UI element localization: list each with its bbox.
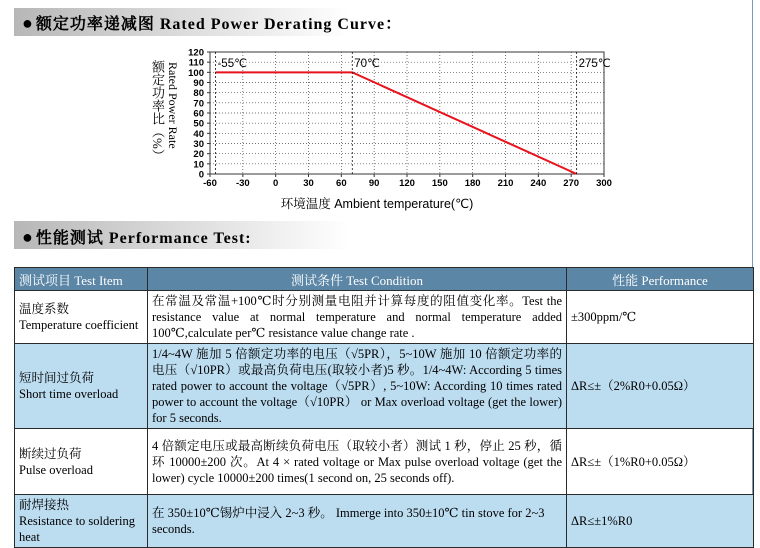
- derating-chart: [140, 40, 620, 215]
- x-tick-label: 60: [336, 178, 347, 189]
- chart-grid: [210, 52, 604, 174]
- derating-section-title: [22, 11, 402, 34]
- x-tick-label: 210: [497, 178, 514, 189]
- temperature-marker-label: 70℃: [354, 58, 380, 70]
- x-tick-label: 30: [303, 178, 314, 189]
- item-en: Short time overload: [19, 387, 119, 401]
- condition-cell: 在常温及常温+100℃时分别测量电阻并计算每度的阻值变化率。Test the resistance value at normal temperature and normal temperature added 100℃,calculate per℃ resistance value change rate .: [148, 291, 567, 344]
- item-cn: 断续过负荷: [19, 446, 82, 461]
- y-tick-label: 80: [193, 88, 204, 100]
- x-tick-label: 270: [563, 178, 580, 189]
- y-tick-label: 20: [193, 149, 204, 161]
- item-cn: 耐焊接热: [19, 498, 70, 512]
- x-tick-label: 90: [368, 178, 380, 189]
- test-item-cell: [15, 429, 148, 495]
- test-item-cell: [15, 495, 148, 548]
- table-row: [15, 429, 754, 495]
- x-tick-label: 180: [464, 178, 481, 189]
- x-tick-label: -30: [235, 178, 250, 189]
- item-en: Temperature coefficient: [19, 318, 139, 332]
- header-performance: 性能 Performance: [567, 268, 754, 291]
- temperature-marker-label: -55℃: [217, 58, 248, 70]
- chart-ticks: [188, 48, 612, 190]
- header-test-condition: 测试条件 Test Condition: [148, 268, 567, 291]
- performance-cell: ±300ppm/℃: [567, 291, 754, 344]
- performance-section-title: [22, 225, 252, 248]
- y-tick-label: 100: [188, 67, 204, 79]
- x-tick-label: 0: [273, 178, 279, 189]
- y-tick-label: 40: [193, 128, 204, 140]
- chart-xlabel: 环境温度 Ambient temperature(℃): [280, 197, 474, 211]
- test-item-cell: [15, 344, 148, 429]
- condition-cell: 1/4~4W 施加 5 倍额定功率的电压（√5PR），5~10W 施加 10 倍额定功率的电压（√10PR）或最高负荷电压(取较小者)5 秒。1/4~4W: According 5 times rated power to account the voltage（√5PR）, 5~10W: According 10 times rated power to account the voltage（√10PR） or Max overload voltage (get the lower) for 5 seconds.: [148, 344, 567, 429]
- temperature-marker-label: 275℃: [578, 58, 611, 70]
- performance-table: [14, 267, 754, 548]
- table-row: [15, 344, 754, 429]
- item-en: Resistance to soldering heat: [19, 514, 135, 544]
- header-test-item: 测试项目 Test Item: [15, 268, 148, 291]
- y-tick-label: 90: [193, 78, 204, 89]
- x-tick-label: 300: [596, 178, 612, 189]
- table-row: [15, 291, 754, 344]
- performance-cell: ΔR≤±（1%R0+0.05Ω）: [567, 429, 754, 495]
- chart-ylabel-en: Rated Power Rate: [166, 62, 180, 149]
- test-item-cell: [15, 291, 148, 344]
- table-header-row: [15, 268, 754, 291]
- chart-markers: [215, 52, 610, 174]
- y-tick-label: 70: [193, 98, 204, 110]
- bullet-icon: ●: [22, 227, 34, 247]
- item-cn: 短时间过负荷: [19, 371, 95, 385]
- y-tick-label: 0: [198, 169, 204, 181]
- performance-title-text: 性能测试 Performance Test:: [35, 230, 252, 247]
- bullet-icon: ●: [22, 13, 34, 33]
- condition-cell: 在 350±10℃锡炉中浸入 2~3 秒。 Immerge into 350±10℃ tin stove for 2~3 seconds.: [148, 495, 567, 548]
- x-tick-label: 150: [431, 178, 448, 189]
- y-tick-label: 10: [193, 159, 204, 171]
- derating-title-text: 额定功率递减图 Rated Power Derating Curve：: [35, 16, 403, 33]
- y-tick-label: 120: [188, 47, 204, 59]
- performance-cell: ΔR≤±（2%R0+0.05Ω）: [567, 344, 754, 429]
- x-tick-label: -60: [203, 178, 217, 189]
- x-tick-label: 120: [399, 178, 415, 189]
- chart-ylabel-cn: 额定功率比（%）: [150, 60, 165, 162]
- y-tick-label: 60: [193, 108, 204, 120]
- y-tick-label: 110: [188, 57, 204, 69]
- table-row: [15, 495, 754, 548]
- item-en: Pulse overload: [19, 462, 93, 477]
- performance-cell: ΔR≤±1%R0: [567, 495, 754, 548]
- condition-cell: 4 倍额定电压或最高断续负荷电压（取较小者）测试 1 秒，停止 25 秒，循环 10000±200 次。At 4 × rated voltage or Max pulse overload voltage (get the lower) cycle 10000±200 times(1 second on, 25 seconds off).: [148, 429, 567, 495]
- y-tick-label: 50: [193, 118, 204, 130]
- item-cn: 温度系数: [19, 302, 70, 316]
- y-tick-label: 30: [193, 139, 204, 150]
- x-tick-label: 240: [530, 178, 547, 189]
